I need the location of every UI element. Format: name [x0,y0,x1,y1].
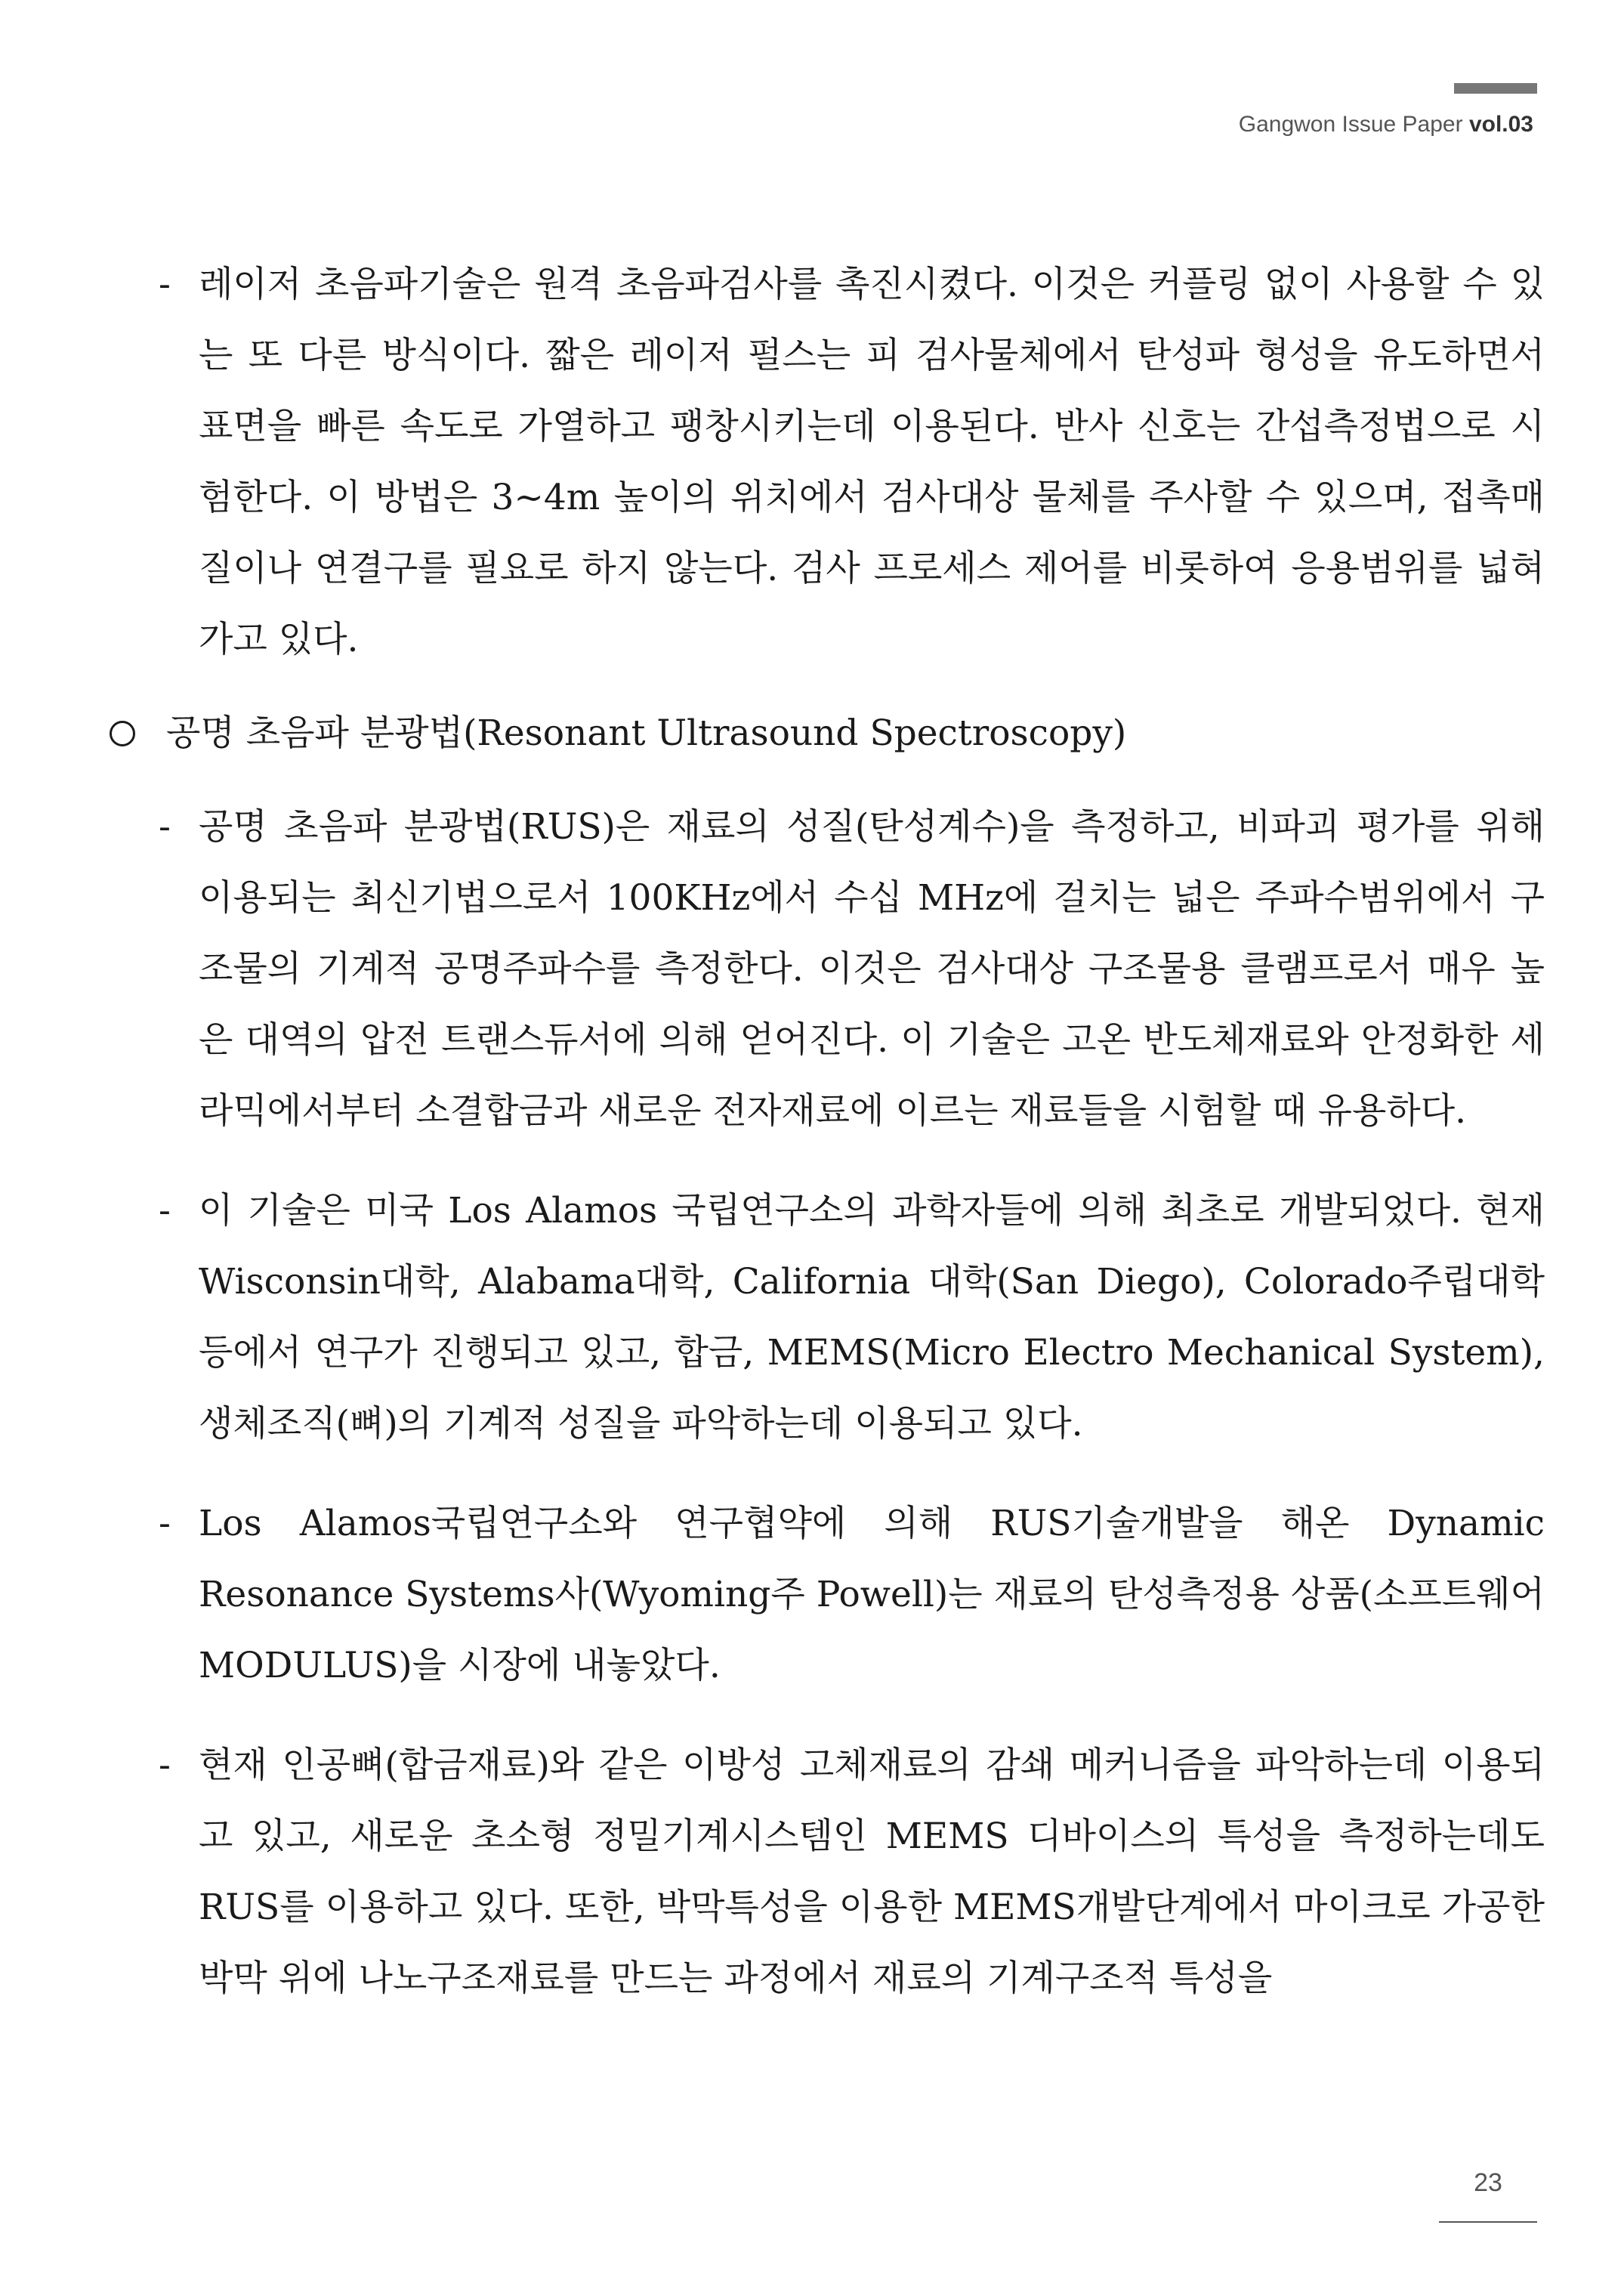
footer-rule [1439,2221,1537,2223]
paragraph-rus-product [110,1488,1545,1701]
paragraph-text: 레이저 초음파기술은 원격 초음파검사를 촉진시켰다. 이것은 커플링 없이 사용할 수 있는 또 다른 방식이다. 짧은 레이저 펄스는 피 검사물체에서 탄성파 형성을 유도하면서 표면을 빠른 속도로 가열하고 팽창시키는데 이용된다. 반사 신호는 간섭측정법으로 시험한다. 이 방법은 3~4m 높이의 위치에서 검사대상 물체를 주사할 수 있으며, 접촉매질이나 연결구를 필요로 하지 않는다. 검사 프로세스 제어를 비롯하여 응용범위를 넓혀가고 있다. [199,264,1545,660]
circle-bullet-icon [110,721,135,746]
paragraph-text: Los Alamos국립연구소와 연구협약에 의해 RUS기술개발을 해온 Dynamic Resonance Systems사(Wyoming주 Powell)는 재료의 탄성측정용 상품(소프트웨어 MODULUS)을 시장에 내놓았다. [199,1503,1545,1686]
paragraph-rus-definition [110,792,1545,1147]
section-heading-text: 공명 초음파 분광법(Resonant Ultrasound Spectroscopy) [166,712,1127,754]
paragraph-text: 공명 초음파 분광법(RUS)은 재료의 성질(탄성계수)을 측정하고, 비파괴 평가를 위해 이용되는 최신기법으로서 100KHz에서 수십 MHz에 걸치는 넓은 주파수범위에서 구조물의 기계적 공명주파수를 측정한다. 이것은 검사대상 구조물용 클램프로서 매우 높은 대역의 압전 트랜스듀서에 의해 얻어진다. 이 기술은 고온 반도체재료와 안정화한 세라믹에서부터 소결합금과 새로운 전자재료에 이르는 재료들을 시험할 때 유용하다. [199,806,1545,1132]
running-header [1239,112,1533,138]
bullet-dash: - [159,1503,171,1544]
bullet-dash: - [159,264,171,305]
header-bar [1454,83,1537,94]
paragraph-text: 이 기술은 미국 Los Alamos 국립연구소의 과학자들에 의해 최초로 개발되었다. 현재 Wisconsin대학, Alabama대학, California 대학(San Diego), Colorado주립대학 등에서 연구가 진행되고 있고, 합금, MEMS(Micro Electro Mechanical System), 생체조직(뼈)의 기계적 성질을 파악하는데 이용되고 있다. [199,1190,1545,1445]
page-number: 23 [1474,2168,1502,2197]
page-body [110,249,1545,2014]
paragraph-rus-history [110,1176,1545,1460]
header-title: Gangwon Issue Paper [1238,112,1469,137]
bullet-dash: - [159,1744,171,1786]
bullet-dash: - [159,1190,171,1231]
header-volume: vol.03 [1468,112,1533,137]
paragraph-laser-ultrasound [110,249,1545,675]
section-heading-rus [110,698,1545,769]
paragraph-rus-applications [110,1730,1545,2014]
paragraph-text: 현재 인공뼈(합금재료)와 같은 이방성 고체재료의 감쇄 메커니즘을 파악하는데 이용되고 있고, 새로운 초소형 정밀기계시스템인 MEMS 디바이스의 특성을 측정하는데도 RUS를 이용하고 있다. 또한, 박막특성을 이용한 MEMS개발단계에서 마이크로 가공한 박막 위에 나노구조재료를 만드는 과정에서 재료의 기계구조적 특성을 [199,1744,1545,1999]
bullet-dash: - [159,806,171,848]
